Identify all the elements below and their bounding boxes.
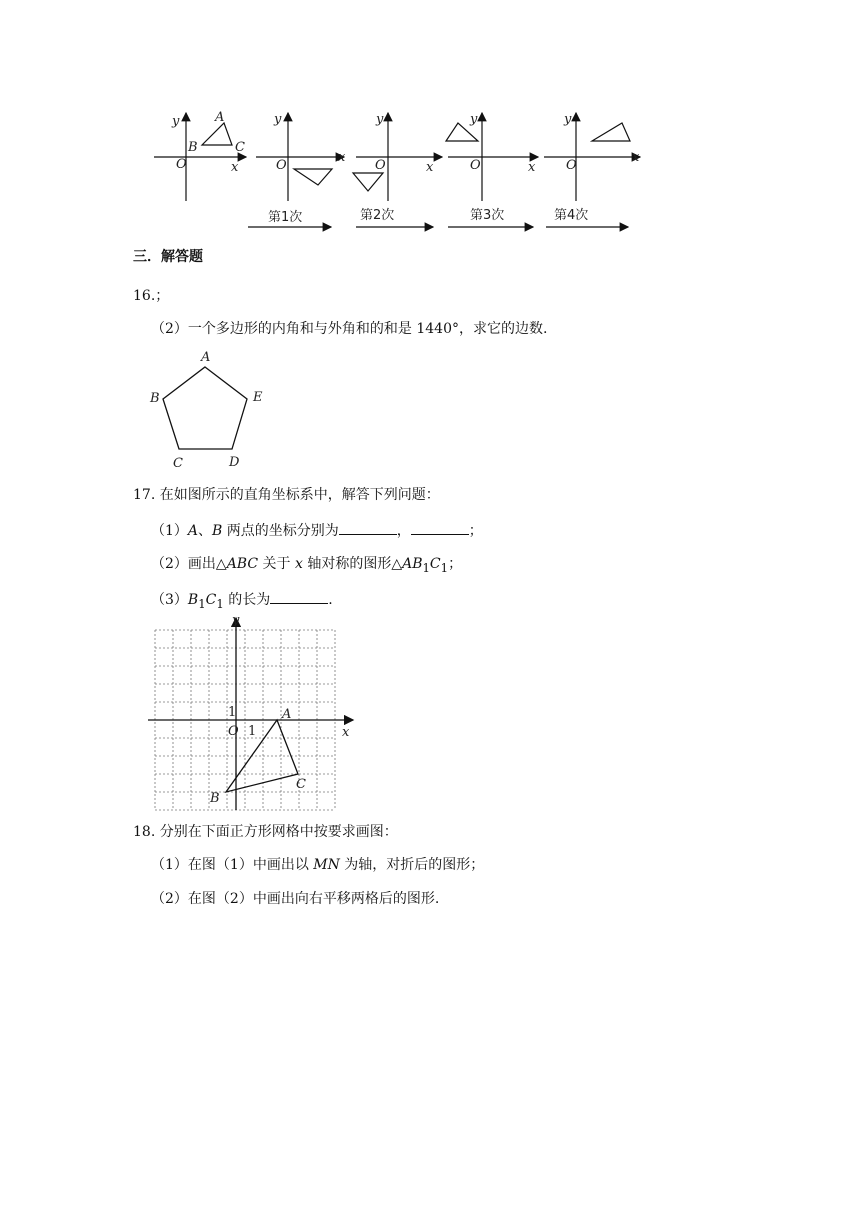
step-label-2: 第2次 — [360, 208, 395, 223]
panel1-y-label: y — [172, 114, 180, 129]
q17-intro: 在如图所示的直角坐标系中，解答下列问题： — [159, 487, 440, 503]
q17-part3: $(3)B_1C_1$ 的长为 . — [151, 589, 333, 613]
pentagon-vertex-d: D — [229, 455, 240, 470]
panel1-x-label: x — [231, 160, 239, 175]
panel2-y-label: y — [274, 112, 282, 127]
panel5-y-label: y — [564, 112, 572, 127]
pentagon-vertex-a: A — [201, 350, 211, 365]
panel4-y-label: y — [470, 112, 478, 127]
grid-origin-label: O — [228, 724, 239, 739]
q18-part1: （1）在图（1）中画出以 MN 为轴，对折后的图形； — [151, 857, 485, 873]
q18-part2: （2）在图（2）中画出向右平移两格后的图形. — [151, 891, 440, 907]
panel3-y-label: y — [376, 112, 384, 127]
pentagon-figure — [145, 347, 270, 472]
grid-x-label: x — [342, 725, 350, 740]
q17-part2: （2）画出△ABC 关于 x 轴对称的图形$\triangle AB_1C_1$； — [151, 556, 463, 575]
step-label-4: 第4次 — [554, 208, 589, 223]
panel5-x-label: x — [632, 150, 640, 165]
q16-number: 16.； — [133, 288, 170, 304]
panel2-origin-label: O — [276, 158, 287, 173]
answer-blank-b[interactable] — [411, 520, 469, 535]
grid-point-b: B — [210, 791, 220, 806]
panel4-origin-label: O — [470, 158, 481, 173]
answer-blank-length[interactable] — [270, 589, 328, 604]
pentagon-vertex-c: C — [173, 456, 183, 471]
panel3-x-label: x — [426, 160, 434, 175]
q17-stem — [133, 486, 440, 504]
transformation-sequence-figure — [148, 105, 648, 235]
panel1-origin-label: O — [176, 157, 187, 172]
panel4-x-label: x — [528, 160, 536, 175]
grid-point-c: C — [296, 777, 306, 792]
q16-part2: （2）一个多边形的内角和与外角和的和是 1440°，求它的边数. — [151, 321, 548, 337]
step-label-1: 第1次 — [268, 210, 303, 225]
panel1-point-a: A — [215, 110, 225, 125]
grid-y-label: y — [232, 613, 240, 628]
pentagon-vertex-b: B — [150, 391, 160, 406]
q18-stem — [133, 823, 398, 841]
grid-unit-x: 1 — [248, 724, 257, 739]
panel2-x-label: x — [338, 150, 346, 165]
q18-intro: 分别在下面正方形网格中按要求画图： — [159, 824, 398, 840]
panel1-point-c: C — [235, 140, 245, 155]
section-title: 三．解答题 — [133, 249, 203, 265]
q18-number: 18. — [133, 824, 156, 840]
coordinate-grid-figure — [148, 612, 358, 812]
grid-point-a: A — [282, 707, 292, 722]
panel5-origin-label: O — [566, 158, 577, 173]
panel1-point-b: B — [188, 140, 198, 155]
answer-blank-a[interactable] — [339, 520, 397, 535]
panel3-origin-label: O — [375, 158, 386, 173]
q17-number: 17. — [133, 487, 156, 503]
grid-unit-y: 1 — [228, 705, 237, 720]
pentagon-vertex-e: E — [253, 390, 263, 405]
q17-part1: （1）A、B 两点的坐标分别为 ， ； — [151, 520, 483, 540]
step-label-3: 第3次 — [470, 208, 505, 223]
